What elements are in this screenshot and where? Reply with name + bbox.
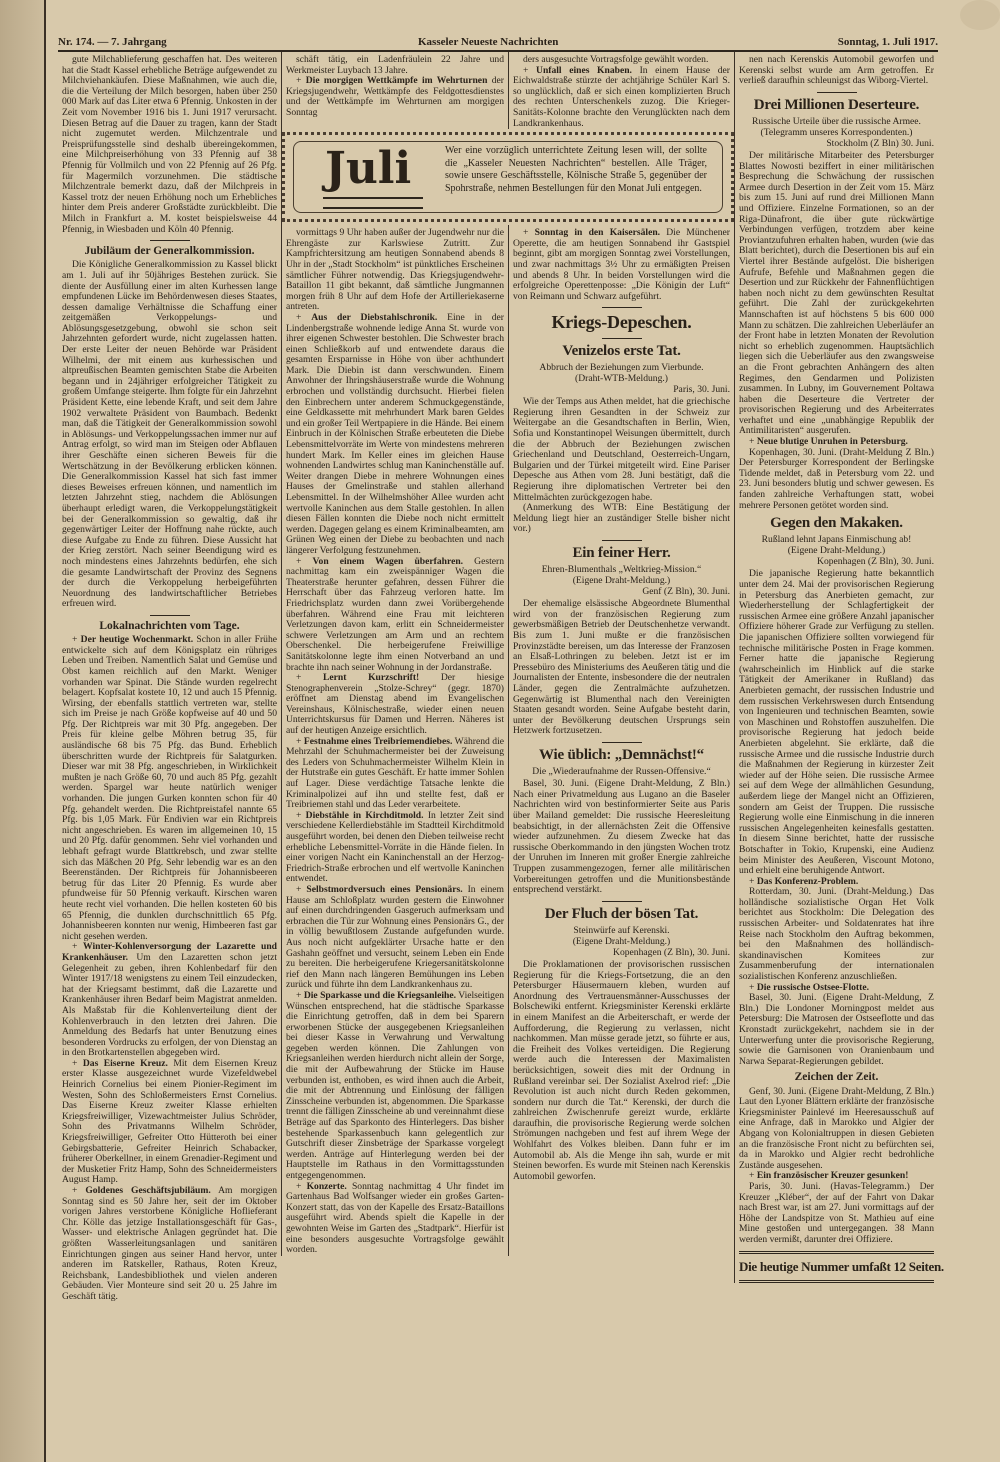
paragraph: + Lernt Kurzschrift! Der hiesige Stenographenverein „Stolze-Schrey“ (gegr. 1870) eröffnet am Dienstag abend im Evangelischen Vereinshaus, Kölnischestraße, wieder einen neuen Unterrichtskursus für Damen und Herren. Näheres ist auf der heutigen Anzeige ersichtlich. (286, 672, 504, 737)
article-konferenz: Rotterdam, 30. Juni. (Draht-Meldung.) Das holländische sozialistische Organ Het Volk berichtet aus Stockholm: Die Delegation des russischen Arbeiter- und Soldatenrates hat ihre Reise nach Stockholm den Auftrag bekommen, bei den Maßnahmen des holländisch-skandinavischen Komitees zur Zusammenberufung der internationalen sozialistischen Konferenz anzuschließen. (739, 886, 934, 983)
paragraph: + Konzerte. Sonntag nachmittag 4 Uhr findet im Gartenhaus Bad Wolfsanger wieder ein großes Garten-Konzert statt, das von der Kapelle des Ersatz-Bataillons ausgeführt wird. Abends spielt die Kapelle in der gewohnten Weise im Garten des „Stadtpark“. Hierfür ist eine besonders ausgesuchte Vortragsfolge gewählt worden. (286, 1180, 504, 1256)
dateline: Kopenhagen (Z Bln), 30. Juni. (613, 946, 730, 958)
paragraph: (Anmerkung des WTB: Eine Bestätigung der Meldung liegt hier an zuständiger Stelle bisher nicht vor.) (513, 502, 730, 535)
ad-title: Juli (325, 143, 412, 195)
headline-lokal: Lokalnachrichten vom Tage. (99, 619, 240, 632)
stain (960, 0, 1000, 30)
drei-subtitle (739, 116, 934, 149)
column-1 (58, 52, 281, 1303)
paragraph: ders ausgesuchte Vortragsfolge gewählt worden. (523, 54, 709, 65)
headline-fluch: Der Fluch der bösen Tat. (544, 905, 699, 922)
paragraph: + Aus der Diebstahlschronik. Eine in der Lindenbergstraße wohnende ledige Anna St. wurde von ihrer eigenen Schwester bestohlen. Die Schwester brach einen Schließkorb auf und entwendete daraus die gesamten Ersparnisse in Höhe von über achthundert Mark. Die Diebin ist dann verschwunden. Einem Anwohner der Ihringshäuserstraße wurde die Wohnung erbrochen und vollständig durchsucht. Hierbei fielen den Einbrechern unter anderem Schmuckgegenstände, eine Geldkassette mit mehrhundert Mark baren Geldes und ein großer Teil Wertpapiere in die Hände. Bei einem Einbruch in der Kölnischen Straße erbeuteten die Diebe Lebensmittelvorräte im Werte von mindestens mehreren hundert Mark. Im Keller eines im gleichen Hause wohnenden Landwirtes schlug man Kaninchenställe auf. Weiter drangen Diebe in mehrere Wohnungen eines Hauses der Gmelinstraße und stahlen allerhand Lebensmittel. In der Wilhelmshöher Allee wurden acht wertvolle Kaninchen aus dem Stalle gestohlen. In allen diesen Fällen konnten die Diebe noch nicht ermittelt werden. Dagegen gelang es einem Kriminalbeamten, am Grünen Weg einen der Diebe zu beobachten und nach längerer Verfolgung festzunehmen. (286, 311, 504, 556)
subtitle: Rußland lehnt Japans Einmischung ab! (761, 534, 912, 546)
top-row (282, 52, 734, 129)
subtitle: Abbruch der Beziehungen zum Vierbunde. (539, 362, 704, 374)
subtitle: Steinwürfe auf Kerenski. (573, 924, 670, 936)
source: (Eigene Draht-Meldung.) (572, 575, 671, 587)
article-makaken: Die japanische Regierung hatte bekanntlich unter dem 24. Mai der provisorischen Regierung in Petersburg das Anerbieten gemacht, zur Wiederherstellung der Schlagfertigkeit der russischen Armee eine größere Anzahl japanischer Offiziere höherer Grade zur Verfügung zu stellen. Die japanischen Offiziere sollten vorwiegend für technische militärische Posten in Frage kommen. Ferner hatte die japanische Regierung (wahrscheinlich im Hinblick auf die starke Tätigkeit der Amerikaner in Rußland) das Anerbieten gemacht, der russischen Industrie und dem russischen Verkehrswesen durch Entsendung von Ingenieuren und technischen Beamten, sowie von Maschinen und Rohstoffen auszuhelfen. Die provisorische Regierung hat jedoch beide Anerbieten abgelehnt. Sie erklärte, daß die russische Armee und die russische Industrie durch die Maßnahmen der Regierung in kürzester Zeit wieder auf der Höhe seien. Die russische Armee sei auf dem Wege der allmählichen Gesundung, außerdem liege der Mangel nicht an Offizieren, sondern am Geist der Truppen. Die russische Regierung wolle eine Einmischung in die inneren russischen Angelegenheiten keinesfalls gestatten. In diesem Sinne berichtet, hatte der russische Botschafter in Tokio, Krupenski, eine Audienz beim Minister des Aeußeren, Viscount Motono, und erhielt eine beruhigende Antwort. (739, 568, 934, 877)
subtitle: Russische Urteile über die russische Armee. (752, 116, 921, 128)
column-4 (734, 52, 944, 1283)
item-title: Die Sparkasse und die Kriegsanleihe. (303, 989, 456, 1001)
paragraph: + Ein französischer Kreuzer gesunken! (749, 1170, 909, 1182)
item-title: Die morgigen Wettkämpfe im Wehrturnen (305, 75, 488, 87)
article-milk: gute Milchablieferung geschaffen hat. Des weiteren hat die Stadt Kassel erhebliche Beträge aufgewendet zu Milchviehankäufen. Diese Maßnahmen, wie auch die, die die Verteilung der Milch besorgen, haben über 250 000 Mark auf das Liter etwa 6 Pfennig. Unkosten in der Zeit vom November 1916 bis 1. Juni 1917 verursacht. Diesen Betrag auf die Dauer zu tragen, kann der Stadt nicht zugemutet werden. Milchzentrale und Preisprüfungsstelle sind deshalb übereingekommen, eine Milchpreiserhöhung von 33 Pfennig auf 38 Pfennig für Vollmilch und von 22 Pfennig auf 26 Pfg. für Magermilch vorzunehmen. Die städtische Milchzentrale bemerkt dazu, daß der Milchpreis in Kassel trotz der neuen Erhöhung noch um Erhebliches hinter dem Preis anderer Großstädte zurückbleibt. Die Milch in Frankfurt a. M. kostet beispielsweise 44 Pfennig, in Wiesbaden und Köln 40 Pfennig. (62, 54, 277, 235)
paragraph: + Selbstmordversuch eines Pensionärs. In einem Hause am Schloßplatz wurden gestern die Einwohner auf einen durchdringenden Gasgeruch aufmerksam und erbrachen die Tür zur Wohnung eines Pensionärs G., der in völlig bewußtlosem Zustande aufgefunden wurde. Aus noch nicht aufgeklärter Ursache hatte er den Gashahn geöffnet und versucht, seinem Leben ein Ende zu bereiten. Die herbeigerufene Kriegersanitätskolonne rief den Mann nach längeren Bemühungen ins Leben zurück und führte ihn dem Landkrankenhaus zu. (286, 883, 504, 991)
item-title: Unfall eines Knaben. (536, 64, 632, 76)
item-title: Festnahme eines Treibriemendiebes. (303, 735, 453, 747)
paragraph: + Das Eiserne Kreuz. Mit dem Eisernen Kreuz erster Klasse ausgezeichnet wurde Vizefeldwebel Heinrich Cornelius bei einem Pionier-Regiment im Westen, Sohn des Schloßermeisters Ernst Cornelius. Das Eiserne Kreuz zweiter Klasse erhielten Kriegsfreiwilliger, Vizewachtmeister Julius Schröder, Sohn des Privatmanns Wilhelm Schröder, Kriegsfreiwilliger, Gefreiter Otto Hütteroth bei einer Gebirgsbatterie, Gefreiter Heinrich Schabacker, früherer Oberkellner, in einem Grenadier-Regiment und der Musketier Fritz Hamp, Sohn des Schneidermeisters August Hamp. (62, 1057, 277, 1186)
paragraph: + Neue blutige Unruhen in Petersburg. (749, 436, 908, 448)
columns-2-3 (281, 52, 734, 1256)
item-title: Goldenes Geschäftsjubiläum. (85, 1185, 211, 1196)
text: Um den Lazaretten schon jetzt Gelegenheit zu geben, ihren Kohlenbedarf für den Winter 1917/18 wenigstens zu einem Teil einzudecken, hat der Kriegsamt bestimmt, daß die Lazarette und Krankenhäuser ihren Bedarf beim Magistrat anmelden. Als Maßstab für die Kohlenverteilung dient der Kohlenverbrauch in den letzten drei Jahren. Die Anmeldung des Bedarfs hat unter Benutzung eines besonderen Vordrucks zu erfolgen, der von Dienstag an in den Brotkartenstellen abgegeben wird. (62, 951, 277, 1059)
headline-wie-ueblich: Wie üblich: „Demnächst!“ (539, 746, 704, 763)
separator (602, 742, 642, 743)
separator (602, 540, 642, 541)
text: In einem Hause am Schloßplatz wurden gestern die Einwohner auf einen durchdringenden Gasgeruch aufmerksam und erbrachen die Tür zur Wohnung eines Pensionärs G., der in völlig bewußtlosem Zustande aufgefunden wurde. Aus noch nicht aufgeklärter Ursache hatte er den Gashahn geöffnet und versucht, seinem Leben ein Ende zu bereiten. Die herbeigerufene Kriegersanitätskolonne rief den Mann nach längeren Bemühungen ins Leben zurück und führte ihn dem Landkrankenhaus zu. (286, 883, 504, 991)
article-wie-ueblich: Basel, 30. Juni. (Eigene Draht-Meldung, Z Bln.) Nach einer Privatmeldung aus Lugano an die Baseler Nachrichten wird von bestinformierter Seite aus Paris über Mailand gemeldet: Die russische Heeresleitung beabsichtigt, in der allernächsten Zeit die Offensive wieder aufzunehmen. Zu diesem Zwecke hat das russische Oberkommando in den jüngsten Wochen trotz der Unruhen im Inneren mit großer Energie zahlreiche Truppen zusammengezogen, ferner alle militärischen Vorbereitungen getroffen und die Munitionsbestände entsprechend verstärkt. (513, 778, 730, 896)
article-venizelos: Wie der Temps aus Athen meldet, hat die griechische Regierung ihren Gesandten in der Schweiz zur Weitergabe an die Gesandtschaften in Berlin, Wien, Sofia und Konstantinopel Weisungen übermittelt, durch die der Abbruch der Beziehungen zwischen Griechenland und Deutschland, Oesterreich-Ungarn, Bulgarien und der Türkei mitgeteilt wird. Eine Pariser Depesche aus Athen vom 28. Juni bestätigt, daß die Regierung ihre diplomatischen Vertreter bei den Mittelmächten zurückgezogen habe. (513, 396, 730, 503)
paragraph: vormittags 9 Uhr haben außer der Jugendwehr nur die Ehrengäste zur Karlswiese Zutritt. Zur Kampfrichtersitzung am heutigen Sonnabend abends 8 Uhr in der „Stadt Stockholm“ ist pünktliches Erscheinen sämtlicher Führer notwendig. Das Kriegsjugendwehr-Bataillon 11 gibt bekannt, daß sämtliche Jungmannen morgen früh 8 Uhr auf dem Hofe der Artilleriekaserne antreten. (286, 227, 504, 313)
headline-venizelos: Venizelos erste Tat. (562, 343, 681, 359)
item-title: Sonntag in den Kaisersälen. (534, 227, 661, 239)
article-kreuzer: Paris, 30. Juni. (Havas-Telegramm.) Der Kreuzer „Kléber“, der auf der Fahrt von Dakar nach Brest war, ist am 27. Juni vormittags auf der Höhe der Landspitze von St. Mathieu auf eine Mine gestoßen und untergegangen. 38 Mann werden vermißt, darunter drei Offiziere. (739, 1180, 934, 1245)
page-count-notice: Die heutige Nummer umfaßt 12 Seiten. (739, 1251, 934, 1283)
text: In letzter Zeit sind verschiedene Kellerdiebstähle im Stadtteil Kirchditmold ausgeführt worden, bei denen den Dieben teilweise recht erhebliche Lebensmittel-Vorräte in die Hände fielen. In einer vorigen Nacht ein Kaninchenstall an der Herzog-Friedrich-Straße erbrochen und elf wertvolle Kaninchen entwendet. (286, 809, 504, 885)
ad-text: Wer eine vorzüglich unterrichtete Zeitung lesen will, der sollte die „Kasseler Neuesten Nachrichten“ bestellen. Alle Träger, sowie unsere Geschäftsstelle, Kölnische Straße 5, gegenüber der Spohrstraße, nehmen Bestellungen für den Monat Juli entgegen. (445, 145, 707, 194)
newspaper-page (58, 50, 944, 1303)
dateline: Genf (Z Bln), 30. Juni. (642, 586, 730, 598)
separator (817, 92, 857, 93)
column-3-articles (508, 225, 734, 1256)
page-header (58, 36, 938, 50)
text: Die Münchener Operette, die am heutigen Sonnabend ihr Gastspiel beginnt, gibt am morgigen Sonntag zwei Vorstellungen, und zwar nachmittags 3½ Uhr zu ermäßigten Preisen und abends 8 Uhr. In beiden Vorstellungen wird die erfolgreiche Operettenposse: „Die Königin der Luft“ von Reimann und Schwarz aufgeführt. (513, 227, 730, 302)
headline-makaken: Gegen den Makaken. (770, 515, 903, 532)
paragraph: + Von einem Wagen überfahren. Gestern nachmittag kam ein zweispänniger Wagen die Theaterstraße herunter gefahren, dessen Führer die Herrschaft über das Fahrzeug verloren hatte. Im Friedrichsplatz wurden dann zwei Vorübergehende überfahren. Während eine Frau mit leichteren Verletzungen davon kam, erlitt ein Schneidermeister schwere Verletzungen am Arm und an rechtem Oberschenkel. Die herbeigerufene Freiwillige Sanitätskolonne legte ihm einen Notverband an und brachte ihn nach seiner Wohnung in der Jordanstraße. (286, 555, 504, 673)
page-edge (0, 0, 44, 1462)
venizelos-subtitle (513, 362, 730, 395)
item-title: Winter-Kohlenversorgung der Lazarette und Krankenhäuser. (62, 941, 277, 963)
text: Mit dem Eisernen Kreuz erster Klasse ausgezeichnet wurde Vizefeldwebel Heinrich Cornelius bei einem Pionier-Regiment im Westen, Sohn des Schloßermeisters Ernst Cornelius. Das Eiserne Kreuz zweiter Klasse erhielten Kriegsfreiwilliger, Vizewachtmeister Julius Schröder, Sohn des Privatmanns Wilhelm Schröder, Kriegsfreiwilliger, Gefreiter Otto Hütteroth bei einer Gebirgsbatterie, Gefreiter Heinrich Schabacker, früherer Oberkellner, in einem Grenadier-Regiment und der Musketier Fritz Hamp, Sohn des Schneidermeisters August Hamp. (62, 1057, 277, 1186)
article-ostsee-flotte: Basel, 30. Juni. (Eigene Draht-Meldung, Z Bln.) Die Londoner Morningpost meldet aus Petersburg: Die Matrosen der Ostseeflotte und das Kronstadt zurückgekehrt, nachdem sie in der Unterwerfung unter die provisorische Regierung, sowie die Garnisonen von Oranienbaum und Narwa Separat-Regierungen gebildet. (739, 992, 934, 1067)
paragraph: + Die Sparkasse und die Kriegsanleihe. Vielseitigen Wünschen entsprechend, hat die städtische Sparkasse die Einrichtung getroffen, daß in dem bei Sparern erworbenen Stücke der ausgegebenen Kriegsanleihen bei dieser Kasse in Verwahrung und Verwaltung gegeben werden können. Die Zahlungen von Kriegsanleihen werden hierdurch nicht allein der Sorge, die mit der Aufbewahrung der Stücke im Hause verbunden ist, enthoben, es wird ihnen auch die Arbeit, die mit der Abtrennung und Einlösung der fälligen Zinsscheine verbunden ist, abgenommen. Die Sparkasse trennt die fälligen Zinsscheine ab und vereinnahmt diese Beträge auf das Sparkonto des Hinterlegers. Das bisher bestehende Sparkassenbuch kann gelegentlich zur Gutschrift dieser Zinsbeträge der Sparkasse vorgelegt werden. Anträge auf Hinterlegung werden bei der Hauptstelle im Rathaus in den Vormittagsstunden entgegengenommen. (286, 989, 505, 1181)
fluch-subtitle (513, 925, 730, 958)
article-kerenski-end: nen nach Kerenskis Automobil geworfen und Kerenski selbst wurde am Arm getroffen. Er verließ daraufhin schleunigst das Wiborg-Viertel. (739, 54, 934, 87)
binding-line (44, 0, 46, 1462)
headline-kriegs-depeschen: Kriegs-Depeschen. (551, 312, 692, 333)
item-title: Aus der Diebstahlschronik. (311, 311, 438, 323)
paragraph: + Goldenes Geschäftsjubiläum. Am morgigen Sonntag sind es 50 Jahre her, seit der im Oktober vorigen Jahres verstorbene Königliche Hoflieferant Chr. Kölle das jetzige Installationsgeschäft für Gas-, Wasser- und elektrische Anlagen gegründet hat. Die größten Wasserleitungsanlagen und sanitären Einrichtungen gingen aus seiner Hand hervor, unter anderen im Ratskeller, Rathaus, Roten Kreuz, Reichsbank, Landesbibliothek und vielen anderen Gebäuden. Vier Monteure sind seit 20 u. 25 Jahre im Geschäft tätig. (62, 1185, 278, 1302)
text: Während die Mehrzahl der Schuhmachermeister bei der Zuweisung des Leders von Schuhmachermeister Wilhelm Klein in der Hutstraße ein gutes Geschäft. Er hatte immer Sohlen auf Lager. Diese verdächtige Tatsache lenkte die Kriminalpolizei auf ihn und stellte fest, daß er Treibriemen stahl und das Leder verarbeitete. (286, 735, 504, 811)
text: In einem Hause der Eichwaldstraße stürzte der achtjährige Schüler Karl S. so unglücklich, daß er sich einen komplizierten Bruch des rechten Unterschenkels zuzog. Die Krieger-Sanitäts-Kolonne brachte den Verunglückten nach dem Landkrankenhaus. (513, 64, 730, 129)
text: der Kriegsjugendwehr, Wettkämpfe des Feldgottesdienstes und der Wettkämpfe im Wehrturnen am morgigen Sonntag (286, 75, 504, 118)
item-title: Lernt Kurzschrift! (323, 672, 420, 684)
headline-drei-millionen: Drei Millionen Deserteure. (753, 96, 920, 113)
source: (Eigene Draht-Meldung.) (572, 935, 671, 947)
subscription-ad (282, 132, 734, 222)
source: (Draht-WTB-Meldung.) (575, 373, 668, 385)
article-zeichen: Genf, 30. Juni. (Eigene Draht-Meldung, Z Bln.) Laut den Lyoner Blättern erklärte der französische Kriegsminister Painlevé im Heeresausschuß auf eine Anfrage, daß in Marokko und Algier der Abgang von Kolonialtruppen in diesen Gebieten an die französische Front nicht zu befürchten sei, da in Marokko und Algier recht bedrohliche Zustände ausgesehen. (739, 1085, 934, 1171)
source: (Telegramm unseres Korrespondenten.) (760, 127, 913, 139)
issue-number: Nr. 174. — 7. Jahrgang (58, 36, 167, 48)
text: Am morgigen Sonntag sind es 50 Jahre her, seit der im Oktober vorigen Jahres verstorbene Königliche Hoflieferant Chr. Kölle das jetzige Installationsgeschäft für Gas-, Wasser- und elektrische Anlagen gegründet hat. Die größten Wasserleitungsanlagen und sanitären Einrichtungen gingen aus seiner Hand hervor, unter anderen im Ratskeller, Rathaus, Roten Kreuz, Reichsbank, Landesbibliothek und vielen anderen Gebäuden. Vier Monteure sind seit 20 u. 25 Jahre im Geschäft tätig. (62, 1185, 278, 1302)
article-kaisersaele: + Sonntag in den Kaisersälen. Die Münchener Operette, die am heutigen Sonnabend ihr Gastspiel beginnt, gibt am morgigen Sonntag zwei Vorstellungen, und zwar nachmittags 3½ Uhr zu ermäßigten Preisen und abends 8 Uhr. In beiden Vorstellungen wird die erfolgreiche Operettenposse: „Die Königin der Luft“ von Reimann und Schwarz aufgeführt. (513, 227, 730, 302)
text: Vielseitigen Wünschen entsprechend, hat die städtische Sparkasse die Einrichtung getroffen, daß in dem bei Sparern erworbenen Stücke der ausgegebenen Kriegsanleihen bei dieser Kasse in Verwahrung und Verwaltung gegeben werden können. Die Zahlungen von Kriegsanleihen werden hierdurch nicht allein der Sorge, die mit der Aufbewahrung der Stücke im Hause verbunden ist, enthoben, es wird ihnen auch die Arbeit, die mit der Abtrennung und Einlösung der fälligen Zinsscheine verbunden ist, abgenommen. Die Sparkasse trennt die fälligen Zinsscheine ab und vereinnahmt diese Beträge auf das Sparkonto des Hinterlegers. Das bisher bestehende Sparkassenbuch kann gelegentlich zur Gutschrift dieser Zinsbeträge der Sparkasse vorgelegt werden. Anträge auf Hinterlegung werden bei der Hauptstelle im Rathaus in den Vormittagsstunden entgegengenommen. (286, 989, 505, 1181)
bottom-row (282, 225, 734, 1256)
paragraph: + Winter-Kohlenversorgung der Lazarette und Krankenhäuser. Um den Lazaretten schon jetzt Gelegenheit zu geben, ihren Kohlenbedarf für den Winter 1917/18 wenigstens zu einem Teil einzudecken, hat der Kriegsamt bestimmt, daß die Lazarette und Krankenhäuser ihren Bedarf beim Magistrat anmelden. Als Maßstab für die Kohlenverteilung dient der Kohlenverbrauch in den letzten drei Jahren. Die Anmeldung des Bedarfs hat unter Benutzung eines besonderen Vordrucks zu erfolgen, der von Dienstag an in den Brotkartenstellen abgegeben wird. (62, 941, 277, 1059)
herr-subtitle (513, 564, 730, 597)
separator (602, 901, 642, 902)
item-title: Neue blutige Unruhen in Petersburg. (756, 436, 908, 448)
article-drei-millionen: Der militärische Mitarbeiter des Petersburger Blattes Nowosti beziffert in einer militärischen Besprechung die Schwächung der russischen Armee durch Desertion in der Zeit vom 15. März bis zum 15. Juni auf rund drei Millionen Mann und Offiziere. Einzelne Formationen, so an der Riga-Dünafront, die über gute rückwärtige Verbindungen verfügen, trotzdem aber keine Proviantzufuhren erhalten haben, wurden (wie das Blatt berichtet), durch die Desertionen bis auf ein Viertel ihrer Bestände aufgelöst. Die bisherigen Aufrufe, Befehle und Maßnahmen gegen die Desertion und zur Rückkehr der Fahnenflüchtigen haben noch nicht zu dem gewünschten Resultat geführt. Die Zahl der zurückgekehrten Mannschaften ist auf höchstens 5 bis 600 000 Mann zu schätzen. Die zahlreichen Ueberläufer an der Front habe in letzten Monaten der Revolution nicht so erheblich zugenommen. Hauptsächlich liegen sich die Ueberläufer aus den zwangsweise an die Front gebrachten Anhängern des alten Regimes, den Gendarmen und Polizisten zusammen. In Lubny, im Gouvernement Poltawa haben die Deserteure die Vertreter der provisorischen Regierung und des Arbeiterrates verhaftet und eine „unabhängige Republik der Antimilitaristen“ ausgerufen. (739, 150, 934, 437)
subtitle: Ehren-Blumenthals „Weltkrieg-Mission.“ (541, 564, 702, 576)
paragraph: + Das Konferenz-Problem. (749, 875, 859, 887)
item-title: Von einem Wagen überfahren. (312, 555, 464, 567)
paragraph: + Der heutige Wochenmarkt. Schon in aller Frühe entwickelte sich auf dem Königsplatz ein rühriges Leben und Treiben. Namentlich Salat und Gemüse und Obst kamen reichlich auf den Markt. Weniger vorhanden war Spinat. Die Stände wurden regelrecht belagert. Kopfsalat kostete 10, 12 und auch 15 Pfennig. Wirsing, der ebenfalls stattlich vertreten war, stellte sich im Preise je nach Größe kopfweise auf 40 und 50 Pfg. Der Richtpreis war mit 30 Pfg. angegeben. Der Preis für kleine gelbe Möhren betrug 35, für ausländische 68 bis 75 Pfg. das Bund. Erheblich überschritten wurde der Richtpreis für Salatgurken. Dieser war mit 38 Pfg. angeschrieben, in Wirklichkeit mußten je nach Größe 60, 70 und auch 85 Pfg. gezahlt werden. Spargel war heute natürlich weniger vorhanden. Die jungen Gurken konnten schon für 40 Pfg. gehandelt werden. Die Richtpreistafel nannte 65 Pfg. bis 1,05 Mark. Für Endivien war ein Richtpreis nicht angeschrieben. Es waren im allgemeinen 10, 15 und 20 Pfg. dafür genommen. Sehr viel vorhanden und lebhaft gefragt wurde Blattkrebsch, und zwar stellte sich das Mäßchen 20 Pfg. Sehr lebendig war es an den Beerenständen. Der Richtpreis für Johannisbeeren betrug für das Liter 20 Pfennig. Es wurde aber pfundweise für 50 Pfennig verkauft. Kirschen waren heute recht viel vorhanden. Die hellen kosteten 60 bis 65 Pfennig, die dunklen durchschnittlich 65 Pfg. Johannisbeeren konnten nur wenig, Himbeeren fast gar nicht gesehen werden. (62, 634, 278, 942)
text: Schon in aller Frühe entwickelte sich auf dem Königsplatz ein rühriges Leben und Treiben. Namentlich Salat und Gemüse und Obst kamen reichlich auf den Markt. Weniger vorhanden war Spinat. Die Stände wurden regelrecht belagert. Kopfsalat kostete 10, 12 und auch 15 Pfennig. Wirsing, der ebenfalls stattlich vertreten war, stellte sich im Preise je nach Größe kopfweise auf 40 und 50 Pfg. Der Richtpreis war mit 30 Pfg. angegeben. Der Preis für kleine gelbe Möhren betrug 35, für ausländische 68 bis 75 Pfg. das Bund. Erheblich überschritten wurde der Richtpreis für Salatgurken. Dieser war mit 38 Pfg. angeschrieben, in Wirklichkeit mußten je nach Größe 60, 70 und auch 85 Pfg. gezahlt werden. Spargel war heute natürlich weniger vorhanden. Die jungen Gurken konnten schon für 40 Pfg. gehandelt werden. Die Richtpreistafel nannte 65 Pfg. bis 1,05 Mark. Für Endivien war ein Richtpreis nicht angeschrieben. Es waren im allgemeinen 10, 15 und 20 Pfg. dafür genommen. Sehr viel vorhanden und lebhaft gefragt wurde Blattkrebsch, und zwar stellte sich das Mäßchen 20 Pfg. Sehr lebendig war es an den Beerenständen. Der Richtpreis für Johannisbeeren betrug für das Liter 20 Pfennig. Es wurde aber pfundweise für 50 Pfennig verkauft. Kirschen waren heute recht viel vorhanden. Die hellen kosteten 60 bis 65 Pfennig, die dunklen durchschnittlich 65 Pfg. Johannisbeeren konnten nur wenig, Himbeeren fast gar nicht gesehen werden. (62, 634, 278, 942)
separator (602, 338, 642, 339)
item-title: Diebstähle in Kirchditmold. (305, 809, 424, 821)
separator (150, 240, 190, 241)
item-title: Der heutige Wochenmarkt. (80, 634, 194, 646)
paragraph: schäft tätig, ein Ladenfräulein 22 Jahre und Werkmeister Luybach 13 Jahre. (286, 54, 504, 76)
dateline: Paris, 30. Juni. (673, 384, 730, 396)
separator (150, 615, 190, 616)
headline-zeichen: Zeichen der Zeit. (794, 1071, 879, 1084)
paragraph: + Die russische Ostsee-Flotte. (749, 981, 869, 993)
text: Eine in der Lindenbergstraße wohnende ledige Anna St. wurde von ihrer eigenen Schwester bestohlen. Die Schwester brach einen Schließkorb auf und entwendete daraus die gesamten Ersparnisse in Höhe von über achthundert Mark. Die Diebin ist dann verschwunden. Einem Anwohner der Ihringshäuserstraße wurde die Wohnung erbrochen und vollständig durchsucht. Hierbei fielen den Einbrechern unter anderem Schmuckgegenstände, eine Geldkassette mit mehrhundert Mark baren Geldes und ein großer Teil Wertpapiere in die Hände. Bei einem Einbruch in der Kölnischen Straße erbeuteten die Diebe Lebensmittelvorräte im Werte von mindestens mehreren hundert Mark. Im Keller eines im gleichen Hause wohnenden Landwirtes schlug man Kaninchenställe auf. Weiter drangen Diebe in mehrere Wohnungen eines Hauses der Gmelinstraße und stahlen allerhand Lebensmittel. In der Wilhelmshöher Allee wurden acht wertvolle Kaninchen aus dem Stalle gestohlen. In allen diesen Fällen konnten die Diebe noch nicht ermittelt werden. Dagegen gelang es einem Kriminalbeamten, am Grünen Weg einen der Diebe zu beobachten und nach längerer Verfolgung festzunehmen. (286, 311, 504, 556)
separator (602, 307, 642, 308)
article-unruhen: Kopenhagen, 30. Juni. (Draht-Meldung Z Bln.) Der Petersburger Korrespondent der Berlingske Tidende meldet, daß in Petersburg vom 22. und 23. Juni besonders blutig und schwer gewesen. Es fanden zahlreiche Verhaftungen statt, wobei mehrere Personen getötet worden sind. (739, 446, 934, 511)
item-title: Das Konferenz-Problem. (756, 875, 859, 887)
makaken-subtitle (739, 534, 934, 567)
paragraph: + Festnahme eines Treibriemendiebes. Während die Mehrzahl der Schuhmachermeister bei der Zuweisung des Leders von Schuhmachermeister Wilhelm Klein in der Hutstraße ein gutes Geschäft. Er hatte immer Sohlen auf Lager. Diese verdächtige Tatsache lenkte die Kriminalpolizei auf ihn und stellte fest, daß er Treibriemen stahl und das Leder verarbeitete. (286, 735, 504, 811)
ueblich-subtitle: Die „Wiederaufnahme der Russen-Offensive.“ (532, 766, 711, 778)
article-fluch: Die Proklamationen der provisorischen russischen Regierung für die Kriegs-Fortsetzung, die an den Petersburger Häusermauern kleben, wurden auf Anordnung des Vertrauensmänner-Ausschusses der Bolschewiki entfernt. Kriegsminister Kerenski erklärte in einem Manifest an die Arbeiterschaft, er werde der Aufforderung, die Regierung zu verlassen, nicht nachkommen. Man müsse gerade jetzt, so führte er aus, die Freiheit des Volkes verteidigen. Die Regierung werde auch die Interessen der Maximalisten berücksichtigen, soweit dies mit der Ordnung in Rußland vereinbar sei. Der Sozialist Axelrod rief: „Die Revolution ist auch nicht durch Reden gekommen, sondern nur durch die Tat.“ Kerenski, der durch die zahlreichen Zwischenrufe gereizt wurde, erklärte daraufhin, die provisorische Regierung werde solchen Strömungen nachgeben und fest auf ihrem Wege der Wohlfahrt des Volkes bleiben. Dann fuhr er im Automobil ab. Als die Menge ihn sah, wurde er mit Steinen beworfen. Es wurde mit Steinen nach Kerenskis Automobil geworfen. (513, 958, 730, 1182)
column-2-top (282, 52, 508, 129)
text: Der hiesige Stenographenverein „Stolze-Schrey“ (gegr. 1870) eröffnet am Dienstag abend im Evangelischen Vereinshaus, Kölnischestraße, wieder einen neuen Unterrichtskursus für Damen und Herren. Näheres ist auf der heutigen Anzeige ersichtlich. (286, 672, 504, 737)
text: Gestern nachmittag kam ein zweispänniger Wagen die Theaterstraße herunter gefahren, dessen Führer die Herrschaft über das Fahrzeug verloren hatte. Im Friedrichsplatz wurden dann zwei Vorübergehende überfahren. Während eine Frau mit leichteren Verletzungen davon kam, erlitt ein Schneidermeister schwere Verletzungen am Arm und an rechtem Oberschenkel. Die herbeigerufene Freiwillige Sanitätskolonne legte ihm einen Notverband an und brachte ihn nach seiner Wohnung in der Jordanstraße. (286, 555, 504, 673)
ad-underline (323, 197, 423, 209)
paragraph: + Unfall eines Knaben. In einem Hause der Eichwaldstraße stürzte der achtjährige Schüler Karl S. so unglücklich, daß er sich einen komplizierten Bruch des rechten Unterschenkels zuzog. Die Krieger-Sanitäts-Kolonne brachte den Verunglückten nach dem Landkrankenhaus. (513, 64, 730, 129)
headline-feiner-herr: Ein feiner Herr. (572, 544, 671, 561)
dateline: Kopenhagen (Z Bln), 30. Juni. (817, 556, 934, 568)
source: (Eigene Draht-Meldung.) (787, 545, 886, 557)
paragraph: + Die morgigen Wettkämpfe im Wehrturnen der Kriegsjugendwehr, Wettkämpfe des Feldgottesdienstes und der Wettkämpfe im Wehrturnen am morgigen Sonntag (286, 75, 504, 118)
newspaper-title: Kasseler Neueste Nachrichten (418, 36, 559, 48)
item-title: Konzerte. (306, 1180, 347, 1192)
article-feiner-herr: Der ehemalige elsässische Abgeordnete Blumenthal wird von der französischen Regierung zum gewerbsmäßigen Betrieb der Deutschenhetze verwandt. Bis zum 1. Juni mußte er die französischen Provinzstädte bereisen, um das Interesse der Franzosen an Elsaß-Lothringen zu beleben. Jetzt ist er im Pressebüro des Ministeriums des Aeußeren tätig und die Journalisten der Entente, insbesondere die der neutralen Länder, gegen die Zentralmächte aufzuhetzen. Gegenwärtig ist Blumenthal nach den Vereinigten Staaten gesandt worden. Seine Aufgabe besteht darin, unter der Bevölkerung deutschen Ursprungs sein Hetzwerk fortzusetzen. (513, 598, 730, 737)
item-title: Das Eiserne Kreuz. (82, 1057, 168, 1069)
item-title: Ein französischer Kreuzer gesunken! (756, 1170, 909, 1182)
article-jubilaeum: Die Königliche Generalkommission zu Kassel blickt am 1. Juli auf ihr 50jähriges Bestehen zurück. Sie diente der Ausfüllung einer im alten Kurhessen lange empfundenen Lücke im Behördenwesen dieses Staates, dessen damalige Verhältnisse die Schaffung einer zeitgemäßen Verkoppelungs- und Ablösungsgesetzgebung, obwohl sie schon seit Jahrzehnten gefordert wurde, nicht zugelassen hatten. Der erste Leiter der neuen Behörde war Präsident Wilhelmi, der mit einem aus kurhessischen und altpreußischen Beamten gemischten Stabe die Arbeiten begann und in 24jähriger erfolgreicher Tätigkeit zu großem Umfange steigerte. Ihm folgte für ein Jahrzehnt Präsident Kette, eine lebende Kraft, und seit dem Jahre 1902 verwaltete Präsident von Baumbach. Bedenkt man, daß die Tätigkeit der Generalkommission sowohl in Ablösungs- und Verkoppelungssachen immer nur auf Antrag erfolgt, so wird man im Steigen oder Abflauen ihrer Geschäfte einen sicheren Beweis für die Wertschätzung in der Bevölkerung erblicken können. Die Generalkommission Kassel hat sich fast immer dieses Beweises erfreuen können, und namentlich im letzten Jahrzehnt stieg, nachdem die Ablösungen überhaupt erledigt waren, die Verkoppelungstätigkeit bei der Generalkommission so gewaltig, daß ihr gegenwärtiger Leiter der Hoffnung nahe rückte, auch diese Aufgabe zu Ende zu führen. Diese Aussicht hat der Krieg zerstört. Nach seiner Beendigung wird es noch mindestens eines Jahrzehnts bedürfen, ehe sich die gesamte Landwirtschaft der Provinz des Segnens der durch die Verkoppelung herbeigeführten Neuordnung des landwirtschaftlicher Betriebes erfreuen wird. (62, 259, 277, 610)
dateline: Stockholm (Z Bln) 30. Juni. (826, 138, 934, 150)
issue-date: Sonntag, 1. Juli 1917. (837, 36, 938, 48)
column-3-top (508, 52, 734, 129)
item-title: Die russische Ostsee-Flotte. (756, 981, 869, 993)
item-title: Selbstmordversuch eines Pensionärs. (306, 883, 463, 895)
column-2-articles (282, 225, 508, 1256)
headline-jubilaeum: Jubiläum der Generalkommission. (84, 245, 255, 258)
text: Sonntag nachmittag 4 Uhr findet im Gartenhaus Bad Wolfsanger wieder ein großes Garten-Konzert statt, das von der Kapelle des Ersatz-Bataillons ausgeführt wird. Abends spielt die Kapelle in der gewohnten Weise im Garten des „Stadtpark“. Hierfür ist eine besonders ausgesuchte Vortragsfolge gewählt worden. (286, 1180, 504, 1256)
paragraph: + Diebstähle in Kirchditmold. In letzter Zeit sind verschiedene Kellerdiebstähle im Stadtteil Kirchditmold ausgeführt worden, bei denen den Dieben teilweise recht erhebliche Lebensmittel-Vorräte in die Hände fielen. In einer vorigen Nacht ein Kaninchenstall an der Herzog-Friedrich-Straße erbrochen und elf wertvolle Kaninchen entwendet. (286, 809, 504, 885)
